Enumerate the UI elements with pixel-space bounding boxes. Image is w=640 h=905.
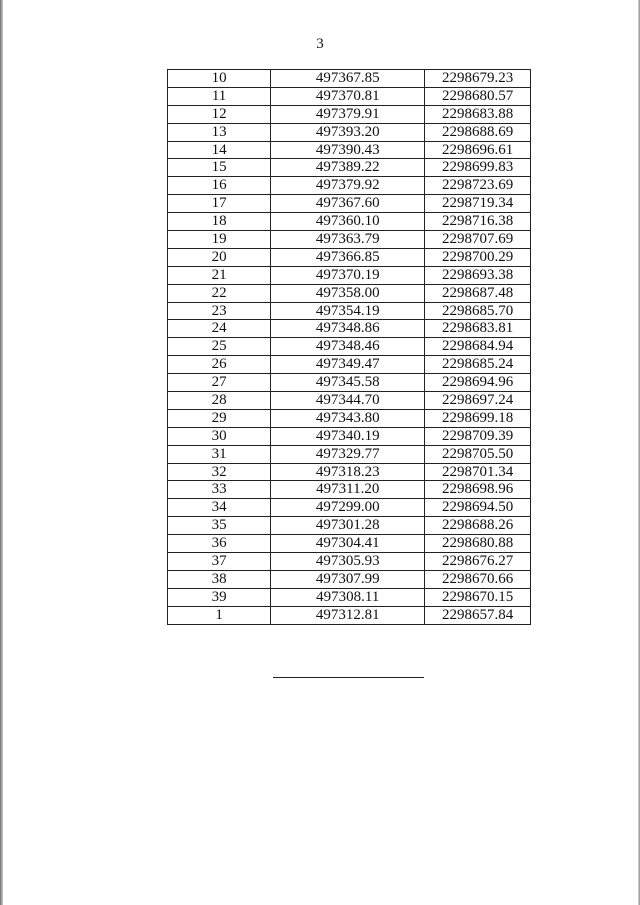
point-number-cell: 16 — [168, 177, 271, 195]
x-coordinate-cell: 497348.46 — [271, 338, 425, 356]
y-coordinate-cell: 2298716.38 — [425, 213, 531, 231]
table-row — [168, 141, 531, 159]
point-number-cell: 1 — [168, 606, 271, 624]
point-number-cell: 10 — [168, 70, 271, 88]
table-row — [168, 463, 531, 481]
table-row — [168, 606, 531, 624]
point-number-cell: 25 — [168, 338, 271, 356]
point-number-cell: 34 — [168, 499, 271, 517]
x-coordinate-cell: 497348.86 — [271, 320, 425, 338]
table-row — [168, 517, 531, 535]
table-row — [168, 392, 531, 410]
y-coordinate-cell: 2298657.84 — [425, 606, 531, 624]
x-coordinate-cell: 497370.81 — [271, 87, 425, 105]
table-row — [168, 302, 531, 320]
point-number-cell: 39 — [168, 588, 271, 606]
table-row — [168, 535, 531, 553]
table-row — [168, 123, 531, 141]
point-number-cell: 22 — [168, 284, 271, 302]
y-coordinate-cell: 2298697.24 — [425, 392, 531, 410]
point-number-cell: 13 — [168, 123, 271, 141]
point-number-cell: 29 — [168, 409, 271, 427]
table-row — [168, 570, 531, 588]
point-number-cell: 24 — [168, 320, 271, 338]
point-number-cell: 19 — [168, 231, 271, 249]
x-coordinate-cell: 497366.85 — [271, 248, 425, 266]
y-coordinate-cell: 2298680.57 — [425, 87, 531, 105]
table-row — [168, 320, 531, 338]
point-number-cell: 35 — [168, 517, 271, 535]
x-coordinate-cell: 497329.77 — [271, 445, 425, 463]
x-coordinate-cell: 497304.41 — [271, 535, 425, 553]
point-number-cell: 15 — [168, 159, 271, 177]
table-row — [168, 105, 531, 123]
table-row — [168, 284, 531, 302]
point-number-cell: 18 — [168, 213, 271, 231]
table-row — [168, 374, 531, 392]
point-number-cell: 38 — [168, 570, 271, 588]
y-coordinate-cell: 2298696.61 — [425, 141, 531, 159]
x-coordinate-cell: 497358.00 — [271, 284, 425, 302]
x-coordinate-cell: 497308.11 — [271, 588, 425, 606]
point-number-cell: 20 — [168, 248, 271, 266]
x-coordinate-cell: 497354.19 — [271, 302, 425, 320]
table-row — [168, 195, 531, 213]
point-number-cell: 32 — [168, 463, 271, 481]
y-coordinate-cell: 2298694.96 — [425, 374, 531, 392]
coordinates-table — [167, 69, 531, 625]
y-coordinate-cell: 2298684.94 — [425, 338, 531, 356]
x-coordinate-cell: 497307.99 — [271, 570, 425, 588]
y-coordinate-cell: 2298685.24 — [425, 356, 531, 374]
point-number-cell: 12 — [168, 105, 271, 123]
y-coordinate-cell: 2298723.69 — [425, 177, 531, 195]
y-coordinate-cell: 2298676.27 — [425, 553, 531, 571]
page-number: 3 — [316, 36, 324, 52]
point-number-cell: 14 — [168, 141, 271, 159]
point-number-cell: 11 — [168, 87, 271, 105]
y-coordinate-cell: 2298701.34 — [425, 463, 531, 481]
x-coordinate-cell: 497301.28 — [271, 517, 425, 535]
x-coordinate-cell: 497311.20 — [271, 481, 425, 499]
x-coordinate-cell: 497299.00 — [271, 499, 425, 517]
table-row — [168, 499, 531, 517]
y-coordinate-cell: 2298709.39 — [425, 427, 531, 445]
x-coordinate-cell: 497343.80 — [271, 409, 425, 427]
x-coordinate-cell: 497305.93 — [271, 553, 425, 571]
table-row — [168, 481, 531, 499]
point-number-cell: 27 — [168, 374, 271, 392]
y-coordinate-cell: 2298688.26 — [425, 517, 531, 535]
x-coordinate-cell: 497379.92 — [271, 177, 425, 195]
point-number-cell: 37 — [168, 553, 271, 571]
coordinates-table-body — [168, 70, 531, 625]
point-number-cell: 31 — [168, 445, 271, 463]
point-number-cell: 28 — [168, 392, 271, 410]
x-coordinate-cell: 497344.70 — [271, 392, 425, 410]
table-row — [168, 266, 531, 284]
signature-line — [273, 677, 424, 678]
y-coordinate-cell: 2298707.69 — [425, 231, 531, 249]
x-coordinate-cell: 497370.19 — [271, 266, 425, 284]
y-coordinate-cell: 2298683.81 — [425, 320, 531, 338]
table-row — [168, 248, 531, 266]
table-row — [168, 70, 531, 88]
table-row — [168, 588, 531, 606]
x-coordinate-cell: 497367.60 — [271, 195, 425, 213]
table-row — [168, 356, 531, 374]
y-coordinate-cell: 2298699.18 — [425, 409, 531, 427]
x-coordinate-cell: 497363.79 — [271, 231, 425, 249]
y-coordinate-cell: 2298694.50 — [425, 499, 531, 517]
table-row — [168, 213, 531, 231]
x-coordinate-cell: 497345.58 — [271, 374, 425, 392]
x-coordinate-cell: 497389.22 — [271, 159, 425, 177]
y-coordinate-cell: 2298670.15 — [425, 588, 531, 606]
table-row — [168, 338, 531, 356]
y-coordinate-cell: 2298670.66 — [425, 570, 531, 588]
point-number-cell: 36 — [168, 535, 271, 553]
table-row — [168, 159, 531, 177]
x-coordinate-cell: 497367.85 — [271, 70, 425, 88]
x-coordinate-cell: 497340.19 — [271, 427, 425, 445]
x-coordinate-cell: 497379.91 — [271, 105, 425, 123]
y-coordinate-cell: 2298687.48 — [425, 284, 531, 302]
point-number-cell: 33 — [168, 481, 271, 499]
y-coordinate-cell: 2298683.88 — [425, 105, 531, 123]
x-coordinate-cell: 497349.47 — [271, 356, 425, 374]
y-coordinate-cell: 2298680.88 — [425, 535, 531, 553]
x-coordinate-cell: 497318.23 — [271, 463, 425, 481]
table-row — [168, 87, 531, 105]
y-coordinate-cell: 2298699.83 — [425, 159, 531, 177]
y-coordinate-cell: 2298705.50 — [425, 445, 531, 463]
y-coordinate-cell: 2298719.34 — [425, 195, 531, 213]
scan-edge-left — [0, 0, 3, 905]
point-number-cell: 30 — [168, 427, 271, 445]
point-number-cell: 23 — [168, 302, 271, 320]
point-number-cell: 21 — [168, 266, 271, 284]
y-coordinate-cell: 2298679.23 — [425, 70, 531, 88]
table-row — [168, 231, 531, 249]
y-coordinate-cell: 2298698.96 — [425, 481, 531, 499]
y-coordinate-cell: 2298693.38 — [425, 266, 531, 284]
table-row — [168, 409, 531, 427]
point-number-cell: 17 — [168, 195, 271, 213]
table-row — [168, 427, 531, 445]
x-coordinate-cell: 497360.10 — [271, 213, 425, 231]
point-number-cell: 26 — [168, 356, 271, 374]
x-coordinate-cell: 497393.20 — [271, 123, 425, 141]
table-row — [168, 177, 531, 195]
x-coordinate-cell: 497312.81 — [271, 606, 425, 624]
table-row — [168, 553, 531, 571]
x-coordinate-cell: 497390.43 — [271, 141, 425, 159]
table-row — [168, 445, 531, 463]
y-coordinate-cell: 2298700.29 — [425, 248, 531, 266]
y-coordinate-cell: 2298688.69 — [425, 123, 531, 141]
y-coordinate-cell: 2298685.70 — [425, 302, 531, 320]
